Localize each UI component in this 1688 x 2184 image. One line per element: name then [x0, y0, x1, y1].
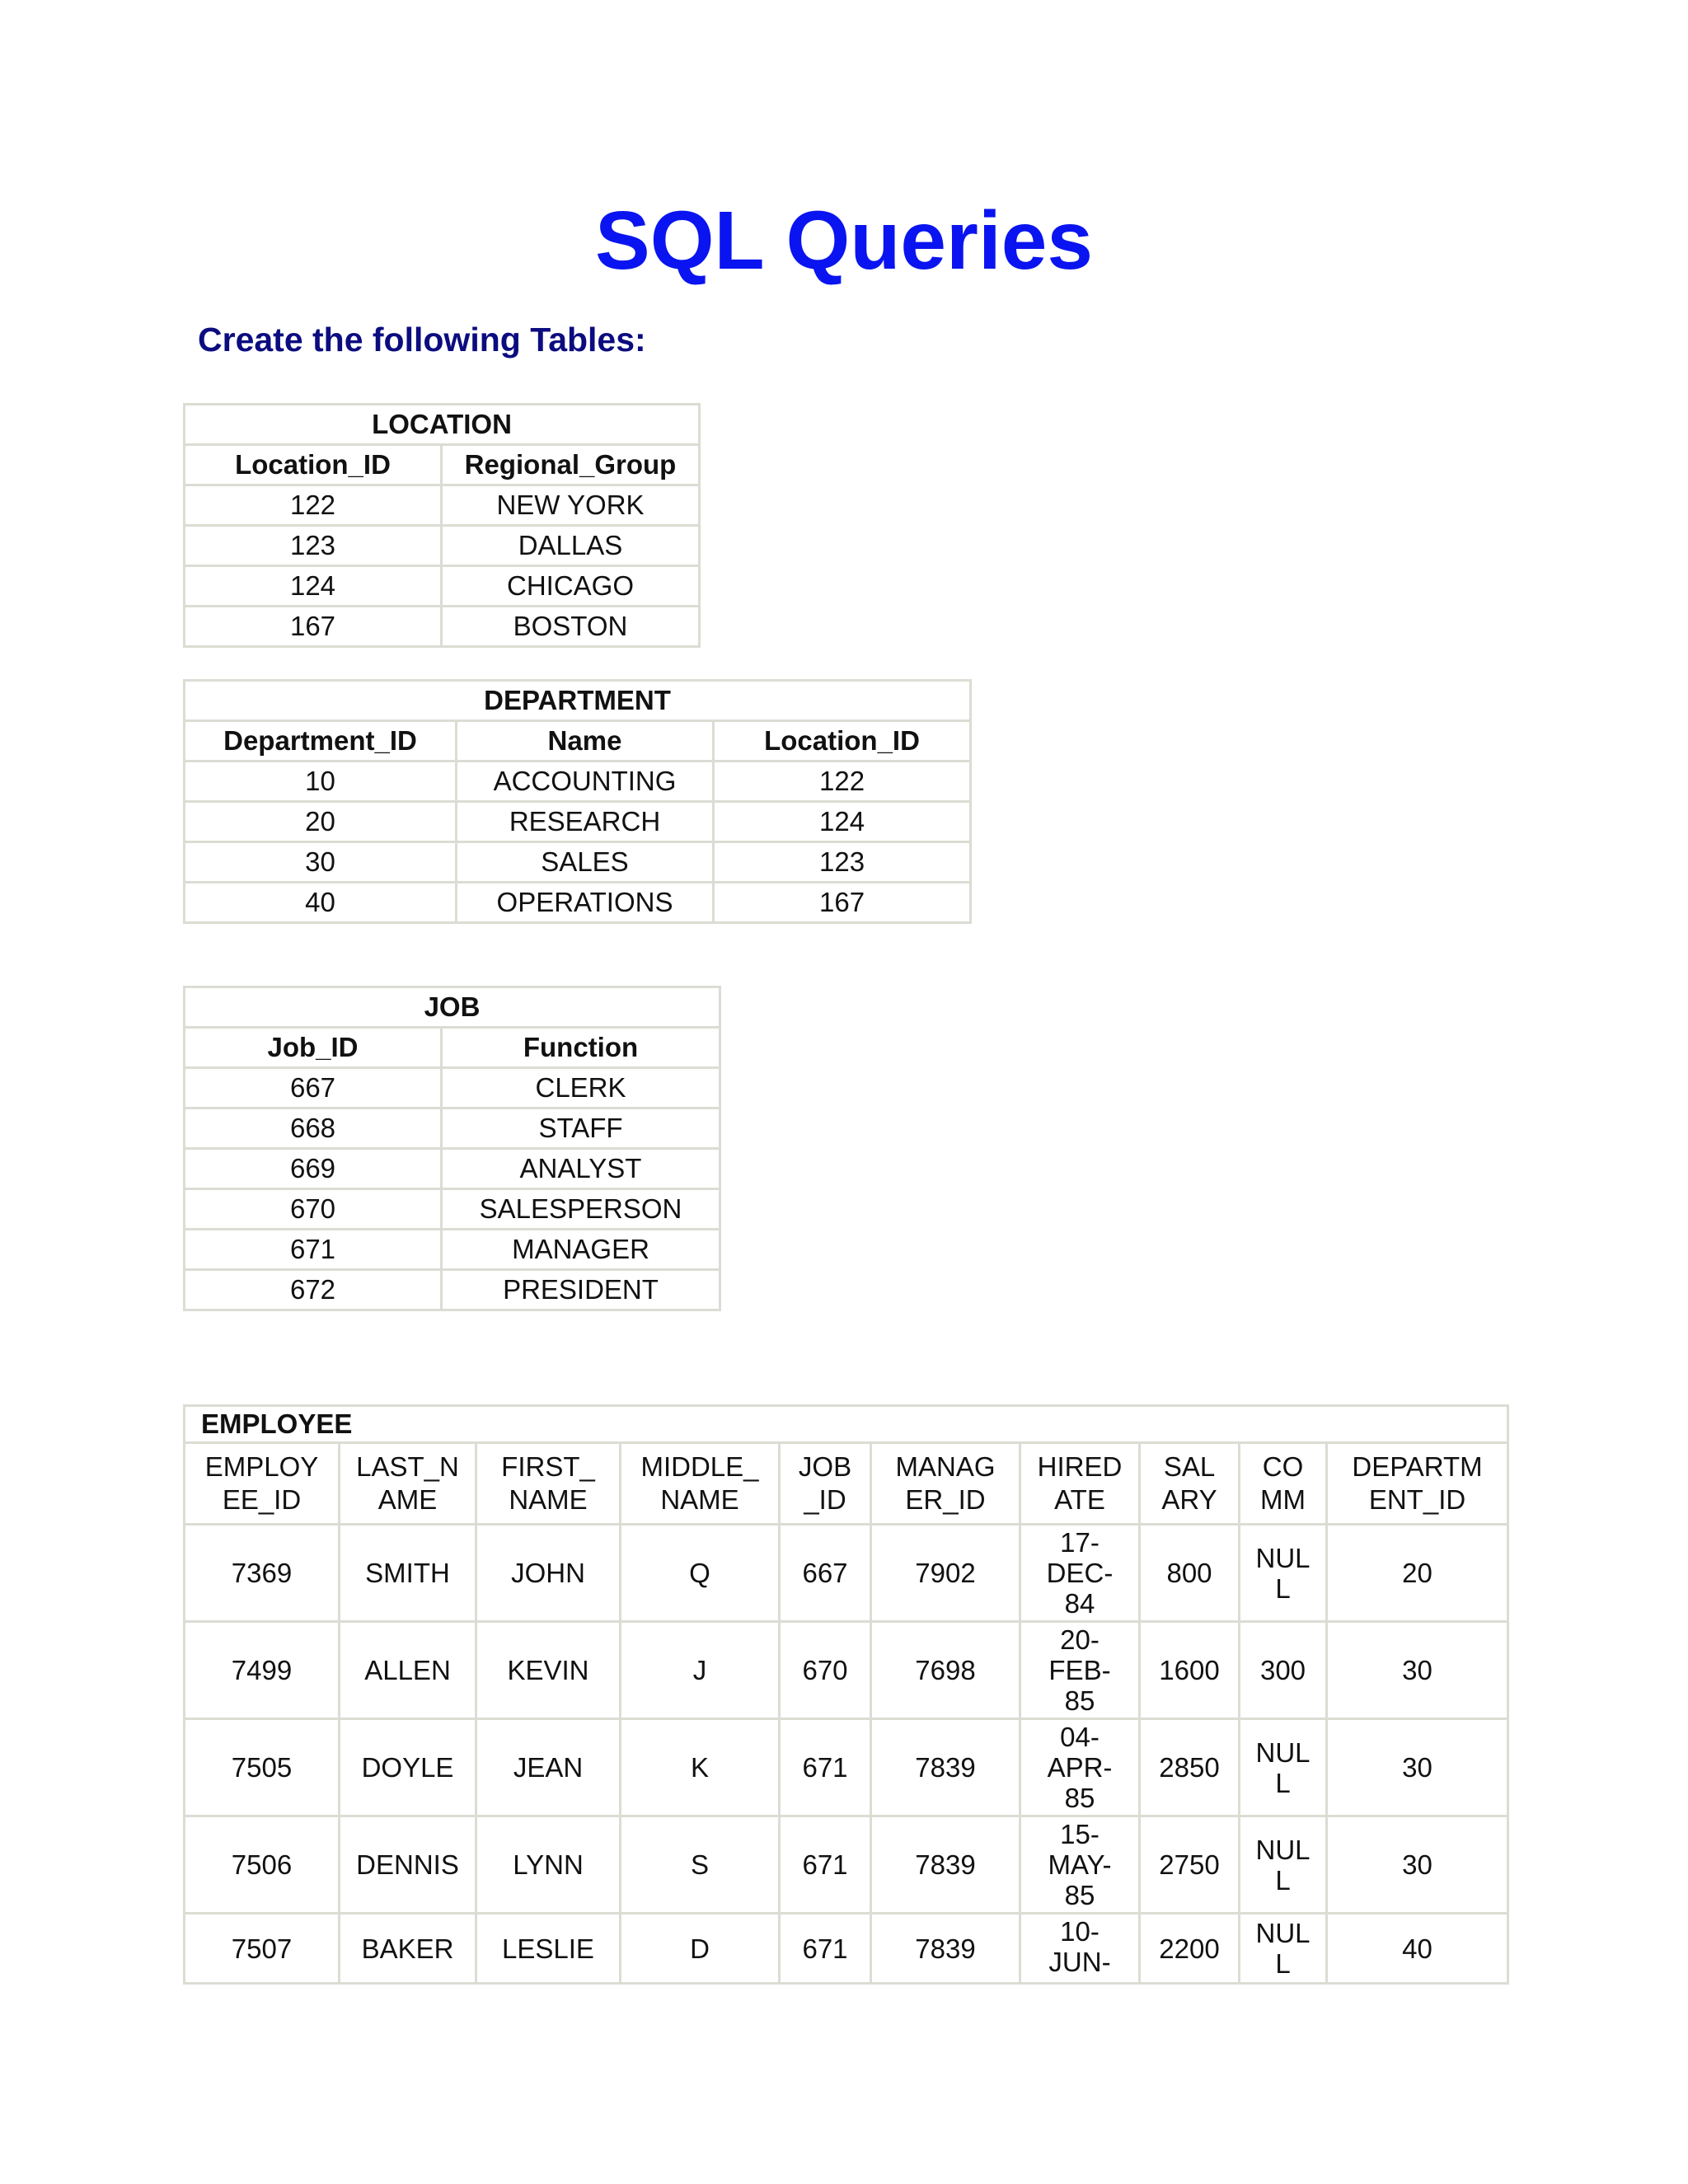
table-caption-row: [185, 681, 971, 721]
table-cell: [1020, 1719, 1140, 1816]
table-cell: 40: [185, 883, 457, 923]
column-header: [185, 1443, 340, 1525]
cell-line: 85: [1064, 1880, 1095, 1910]
table-row: [185, 1525, 1508, 1622]
table-header-row: [185, 445, 700, 485]
table-cell: BAKER: [340, 1914, 476, 1984]
table-cell: 7839: [871, 1816, 1020, 1914]
cell-line: MAY-: [1048, 1849, 1112, 1880]
column-header: Location_ID: [714, 721, 971, 762]
table-cell: MANAGER: [442, 1230, 720, 1270]
table-cell: 667: [780, 1525, 871, 1622]
table-cell: 20: [1327, 1525, 1508, 1622]
table-cell: 7505: [185, 1719, 340, 1816]
table-cell: D: [621, 1914, 780, 1984]
column-header: Regional_Group: [442, 445, 700, 485]
column-header: [1327, 1443, 1508, 1525]
table-cell: 40: [1327, 1914, 1508, 1984]
column-header: Function: [442, 1028, 720, 1068]
column-header: [340, 1443, 476, 1525]
cell-line: JUN-: [1048, 1947, 1111, 1977]
header-line: NAME: [660, 1484, 739, 1515]
table-cell: DENNIS: [340, 1816, 476, 1914]
table-cell: SALESPERSON: [442, 1189, 720, 1230]
table-row: [185, 842, 971, 883]
table-cell: J: [621, 1622, 780, 1719]
cell-line: L: [1275, 1572, 1291, 1604]
table-caption: JOB: [185, 987, 720, 1028]
column-header: [476, 1443, 621, 1525]
table-cell: 167: [714, 883, 971, 923]
table-cell: [1240, 1719, 1327, 1816]
table-cell: 30: [1327, 1622, 1508, 1719]
cell-line: 15-: [1060, 1819, 1100, 1849]
table-cell: PRESIDENT: [442, 1270, 720, 1310]
table-cell: OPERATIONS: [457, 883, 714, 923]
table-cell: 671: [780, 1914, 871, 1984]
table-cell: ANALYST: [442, 1149, 720, 1189]
table-row: [185, 1108, 720, 1149]
table-cell: ACCOUNTING: [457, 762, 714, 802]
header-line: ATE: [1054, 1484, 1105, 1515]
table-row: [185, 1068, 720, 1108]
table-caption: EMPLOYEE: [185, 1406, 1508, 1443]
table-cell: DOYLE: [340, 1719, 476, 1816]
table-cell: ALLEN: [340, 1622, 476, 1719]
table-cell: 123: [185, 526, 442, 566]
cell-line: NUL: [1255, 1736, 1311, 1768]
table-cell: 30: [185, 842, 457, 883]
cell-line: FEB-: [1048, 1655, 1111, 1685]
cell-line: NUL: [1255, 1918, 1311, 1948]
cell-line: 04-: [1060, 1722, 1100, 1752]
table-cell: 7499: [185, 1622, 340, 1719]
cell-line: 10-: [1060, 1916, 1100, 1947]
header-line: AME: [377, 1484, 438, 1515]
table-cell: 800: [1140, 1525, 1240, 1622]
table-cell: 300: [1240, 1622, 1327, 1719]
table-caption: DEPARTMENT: [185, 681, 971, 721]
cell-line: 84: [1064, 1588, 1095, 1619]
table-cell: 7698: [871, 1622, 1020, 1719]
table-cell: [1240, 1914, 1327, 1984]
table-row: [185, 1149, 720, 1189]
header-line: MM: [1260, 1484, 1306, 1515]
table-cell: STAFF: [442, 1108, 720, 1149]
table-cell: 1600: [1140, 1622, 1240, 1719]
job-table: [183, 986, 721, 1311]
column-header: [780, 1443, 871, 1525]
table-row: [185, 1816, 1508, 1914]
table-cell: SALES: [457, 842, 714, 883]
table-row: [185, 1189, 720, 1230]
column-header: Department_ID: [185, 721, 457, 762]
header-line: LAST_N: [356, 1451, 459, 1482]
header-line: ER_ID: [905, 1484, 986, 1515]
column-header: [871, 1443, 1020, 1525]
table-cell: 122: [185, 485, 442, 526]
table-caption-row: [185, 987, 720, 1028]
table-cell: 667: [185, 1068, 442, 1108]
table-cell: 671: [780, 1816, 871, 1914]
cell-line: 20-: [1060, 1624, 1100, 1655]
cell-line: 85: [1064, 1783, 1095, 1813]
table-cell: 10: [185, 762, 457, 802]
column-header: [621, 1443, 780, 1525]
table-header-row: [185, 1028, 720, 1068]
table-caption-row: [185, 405, 700, 445]
table-cell: DALLAS: [442, 526, 700, 566]
column-header: [1020, 1443, 1140, 1525]
header-line: MIDDLE_: [640, 1451, 759, 1482]
table-cell: RESEARCH: [457, 802, 714, 842]
table-cell: 124: [185, 566, 442, 607]
employee-table: [183, 1404, 1509, 1985]
table-cell: LESLIE: [476, 1914, 621, 1984]
header-line: ENT_ID: [1368, 1484, 1466, 1515]
table-row: [185, 485, 700, 526]
table-cell: 2200: [1140, 1914, 1240, 1984]
location-table: [183, 403, 701, 648]
page-title: SQL Queries: [595, 194, 1093, 287]
table-cell: SMITH: [340, 1525, 476, 1622]
header-line: JOB: [798, 1451, 852, 1482]
table-row: [185, 1270, 720, 1310]
table-cell: [1240, 1816, 1327, 1914]
header-line: NAME: [509, 1484, 588, 1515]
table-cell: 30: [1327, 1719, 1508, 1816]
cell-line: 17-: [1060, 1527, 1100, 1558]
table-row: [185, 762, 971, 802]
table-header-row: [185, 1443, 1508, 1525]
table-row: [185, 883, 971, 923]
table-cell: 671: [780, 1719, 871, 1816]
table-cell: 672: [185, 1270, 442, 1310]
table-cell: 7902: [871, 1525, 1020, 1622]
cell-line: L: [1275, 1864, 1291, 1896]
header-line: ARY: [1161, 1484, 1217, 1515]
cell-line: APR-: [1047, 1752, 1113, 1783]
page-subtitle: Create the following Tables:: [198, 321, 646, 359]
table-cell: 2750: [1140, 1816, 1240, 1914]
table-cell: 7839: [871, 1719, 1020, 1816]
table-cell: 7506: [185, 1816, 340, 1914]
table-header-row: [185, 721, 971, 762]
table-cell: [1020, 1622, 1140, 1719]
table-cell: 122: [714, 762, 971, 802]
cell-line: L: [1275, 1767, 1291, 1798]
cell-line: DEC-: [1046, 1558, 1114, 1588]
table-cell: 670: [185, 1189, 442, 1230]
column-header: Name: [457, 721, 714, 762]
column-header: Location_ID: [185, 445, 442, 485]
table-row: [185, 802, 971, 842]
table-cell: JEAN: [476, 1719, 621, 1816]
table-cell: [1020, 1525, 1140, 1622]
table-cell: 20: [185, 802, 457, 842]
header-line: DEPARTM: [1352, 1451, 1483, 1482]
column-header: Job_ID: [185, 1028, 442, 1068]
table-cell: KEVIN: [476, 1622, 621, 1719]
column-header: [1240, 1443, 1327, 1525]
table-cell: K: [621, 1719, 780, 1816]
header-line: MANAG: [895, 1451, 996, 1482]
table-cell: NEW YORK: [442, 485, 700, 526]
table-caption: LOCATION: [185, 405, 700, 445]
table-row: [185, 526, 700, 566]
table-cell: Q: [621, 1525, 780, 1622]
table-cell: 167: [185, 607, 442, 647]
table-row: [185, 607, 700, 647]
table-row: [185, 1230, 720, 1270]
table-cell: 2850: [1140, 1719, 1240, 1816]
table-cell: 123: [714, 842, 971, 883]
table-row: [185, 1622, 1508, 1719]
table-cell: [1240, 1525, 1327, 1622]
table-cell: 670: [780, 1622, 871, 1719]
table-caption-row: [185, 1406, 1508, 1443]
header-line: HIRED: [1037, 1451, 1123, 1482]
table-row: [185, 566, 700, 607]
cell-line: NUL: [1255, 1542, 1311, 1573]
table-cell: [1020, 1816, 1140, 1914]
cell-line: L: [1275, 1948, 1291, 1979]
department-table: [183, 679, 972, 924]
header-line: CO: [1262, 1451, 1304, 1482]
table-cell: BOSTON: [442, 607, 700, 647]
header-line: FIRST_: [501, 1451, 595, 1482]
header-line: EMPLOY: [204, 1451, 319, 1482]
header-line: SAL: [1163, 1451, 1216, 1482]
header-line: EE_ID: [222, 1484, 302, 1515]
table-cell: LYNN: [476, 1816, 621, 1914]
table-cell: 669: [185, 1149, 442, 1189]
table-cell: CLERK: [442, 1068, 720, 1108]
table-cell: JOHN: [476, 1525, 621, 1622]
table-cell: S: [621, 1816, 780, 1914]
table-cell: 7507: [185, 1914, 340, 1984]
table-row: [185, 1914, 1508, 1984]
table-row: [185, 1719, 1508, 1816]
table-cell: CHICAGO: [442, 566, 700, 607]
cell-line: NUL: [1255, 1834, 1311, 1865]
header-line: _ID: [804, 1484, 846, 1515]
cell-line: 85: [1064, 1685, 1095, 1716]
table-cell: 124: [714, 802, 971, 842]
table-cell: [1020, 1914, 1140, 1984]
table-cell: 668: [185, 1108, 442, 1149]
table-cell: 7369: [185, 1525, 340, 1622]
column-header: [1140, 1443, 1240, 1525]
table-cell: 671: [185, 1230, 442, 1270]
table-cell: 7839: [871, 1914, 1020, 1984]
table-cell: 30: [1327, 1816, 1508, 1914]
